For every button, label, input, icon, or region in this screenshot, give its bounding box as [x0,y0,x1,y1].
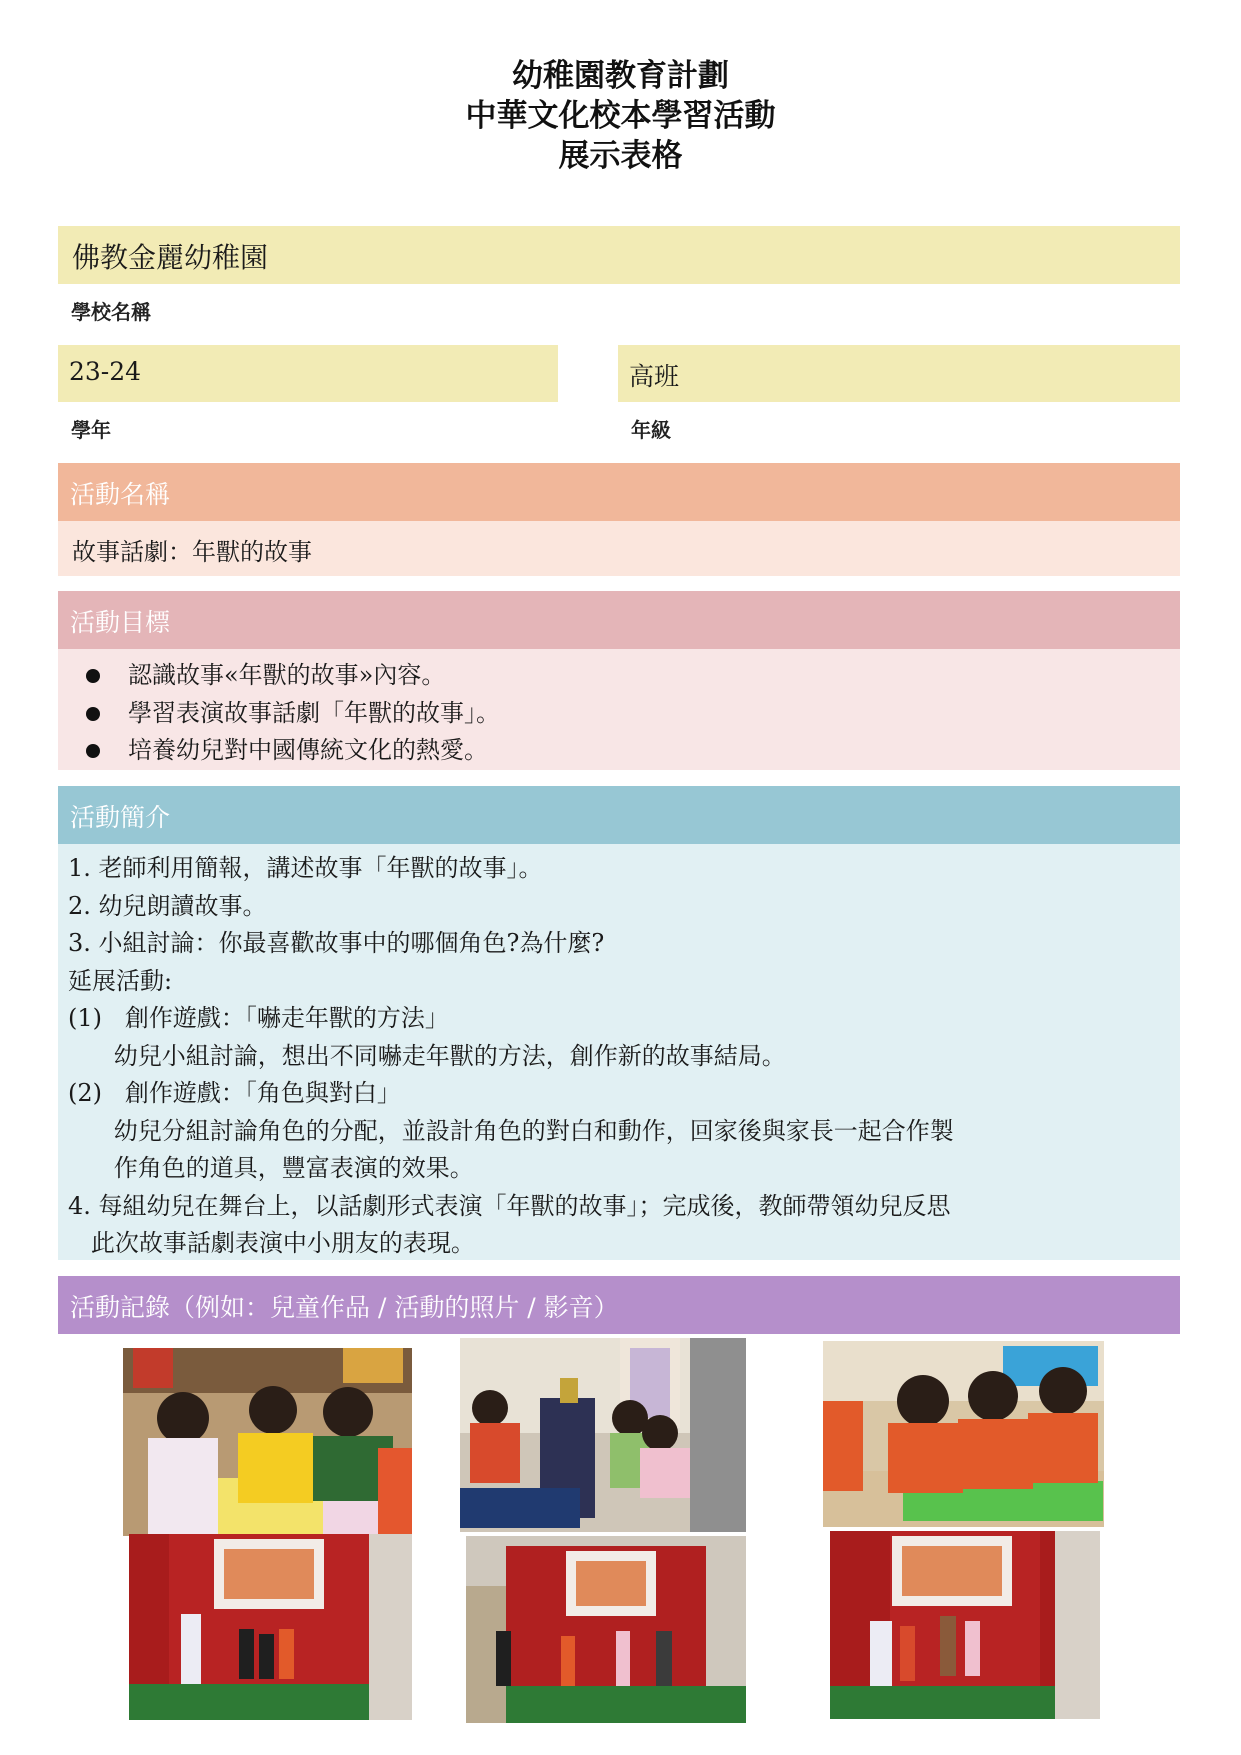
title-line-1: 幼稚園教育計劃 [512,58,729,94]
intro-line: 延展活動: [68,966,173,995]
title-line-2: 中華文化校本學習活動 [465,98,776,134]
photo-children-painting-poster [823,1341,1104,1527]
intro-line: 幼兒小組討論，想出不同嚇走年獸的方法，創作新的故事結局。 [68,1041,786,1070]
school-year-label: 學年 [71,418,111,442]
introduction-body [58,844,1180,1260]
intro-line: 作角色的道具，豐富表演的效果。 [68,1154,474,1182]
photo-children-with-nian-prop [460,1338,746,1532]
school-name-field: 佛教金麗幼稚園 [58,226,1180,284]
activity-name-value: 故事話劇：年獸的故事 [58,521,1180,576]
photo-stage-performance-1 [129,1534,412,1720]
intro-line: 3. 小組討論：你最喜歡故事中的哪個角色?為什麼? [68,929,605,957]
photo-stage-performance-2 [466,1536,746,1723]
grade-field: 高班 [618,345,1180,402]
intro-line: 2. 幼兒朗讀故事。 [68,891,267,920]
intro-line: 4. 每組幼兒在舞台上，以話劇形式表演「年獸的故事」；完成後，教師帶領幼兒反思 [68,1191,951,1220]
objectives-list [58,649,1180,770]
grade-label: 年級 [631,418,671,442]
bullet-icon [86,669,100,683]
school-year-field: 23-24 [58,345,558,402]
records-heading: 活動記錄（例如：兒童作品 / 活動的照片 / 影音） [58,1276,1180,1334]
objective-item: 培養幼兒對中國傳統文化的熱愛。 [72,732,1180,770]
objective-item: 學習表演故事話劇「年獸的故事」。 [72,695,1180,733]
intro-line: 此次故事話劇表演中小朋友的表現。 [68,1229,475,1257]
photo-children-drawing-table [123,1348,412,1536]
bullet-icon [86,744,100,758]
photo-stage-performance-3 [830,1531,1100,1719]
intro-line: (1) 創作遊戲：「嚇走年獸的方法」 [68,1004,449,1032]
intro-line: 幼兒分組討論角色的分配，並設計角色的對白和動作，回家後與家長一起合作製 [68,1116,954,1145]
activity-name-heading: 活動名稱 [58,463,1180,521]
bullet-icon [86,707,100,721]
objectives-heading: 活動目標 [58,591,1180,649]
intro-line: 1. 老師利用簡報，講述故事「年獸的故事」。 [68,854,543,882]
school-name-label: 學校名稱 [71,300,151,324]
intro-line: (2) 創作遊戲：「角色與對白」 [68,1079,401,1107]
introduction-heading: 活動簡介 [58,786,1180,844]
document-title [0,56,1241,176]
title-line-3: 展示表格 [558,138,683,174]
objective-item: 認識故事«年獸的故事»內容。 [72,657,1180,695]
